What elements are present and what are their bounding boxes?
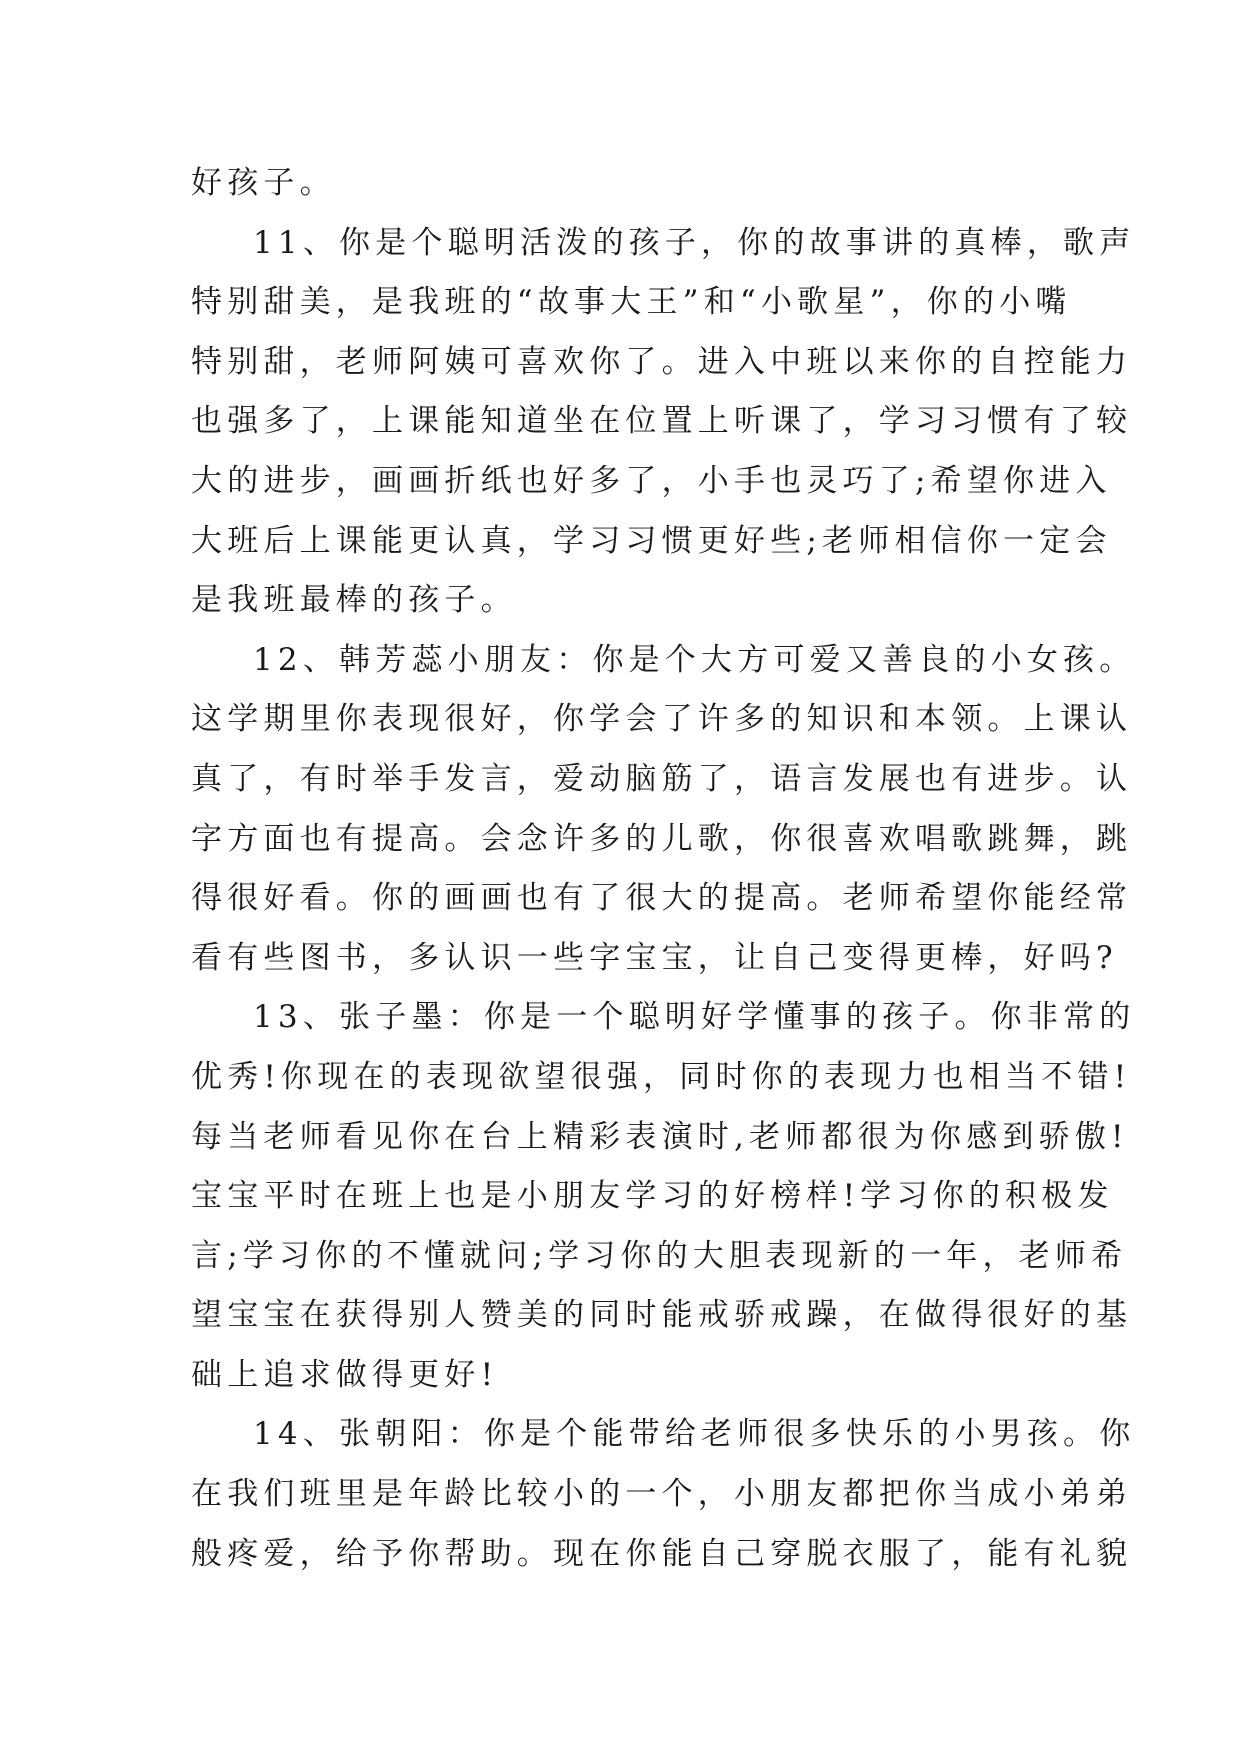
document-body <box>191 154 1136 1584</box>
text-line: 在我们班里是年龄比较小的一个，小朋友都把你当成小弟弟 <box>191 1476 1133 1513</box>
paragraph-13-first-line: 13、张子墨：你是一个聪明好学懂事的孩子。你非常的 <box>253 999 1136 1036</box>
paragraph-11-first-line: 11、你是个聪明活泼的孩子，你的故事讲的真棒，歌声 <box>253 224 1136 261</box>
text-line: 字方面也有提高。会念许多的儿歌，你很喜欢唱歌跳舞，跳 <box>191 820 1133 857</box>
text-line: 特别甜，老师阿姨可喜欢你了。进入中班以来你的自控能力 <box>191 343 1133 380</box>
text-line: 每当老师看见你在台上精彩表演时,老师都很为你感到骄傲! <box>191 1118 1129 1155</box>
text-line: 言;学习你的不懂就问;学习你的大胆表现新的一年，老师希 <box>191 1237 1128 1274</box>
text-line: 好孩子。 <box>191 165 336 201</box>
text-line: 优秀!你现在的表现欲望很强，同时你的表现力也相当不错! <box>191 1058 1132 1095</box>
text-line: 看有些图书，多认识一些字宝宝，让自己变得更棒，好吗? <box>191 939 1118 976</box>
text-line: 础上追求做得更好! <box>191 1356 499 1393</box>
text-line: 特别甜美，是我班的“故事大王”和“小歌星”，你的小嘴 <box>191 284 1072 321</box>
text-line: 也强多了，上课能知道坐在位置上听课了，学习习惯有了较 <box>191 403 1133 440</box>
text-line: 是我班最棒的孩子。 <box>191 582 517 619</box>
paragraph-14-first-line: 14、张朝阳：你是个能带给老师很多快乐的小男孩。你 <box>253 1416 1136 1453</box>
text-line: 宝宝平时在班上也是小朋友学习的好榜样!学习你的积极发 <box>191 1178 1114 1215</box>
text-line: 大班后上课能更认真，学习习惯更好些;老师相信你一定会 <box>191 522 1112 559</box>
paragraph-12-first-line: 12、韩芳蕊小朋友：你是个大方可爱又善良的小女孩。 <box>253 641 1136 678</box>
text-line: 真了，有时举手发言，爱动脑筋了，语言发展也有进步。认 <box>191 760 1133 797</box>
text-line: 望宝宝在获得别人赞美的同时能戒骄戒躁，在做得很好的基 <box>191 1297 1133 1334</box>
text-line: 得很好看。你的画画也有了很大的提高。老师希望你能经常 <box>191 880 1133 917</box>
text-line: 这学期里你表现很好，你学会了许多的知识和本领。上课认 <box>191 701 1133 738</box>
text-line: 大的进步，画画折纸也好多了，小手也灵巧了;希望你进入 <box>191 462 1112 499</box>
text-line: 般疼爱，给予你帮助。现在你能自己穿脱衣服了，能有礼貌 <box>191 1535 1133 1572</box>
